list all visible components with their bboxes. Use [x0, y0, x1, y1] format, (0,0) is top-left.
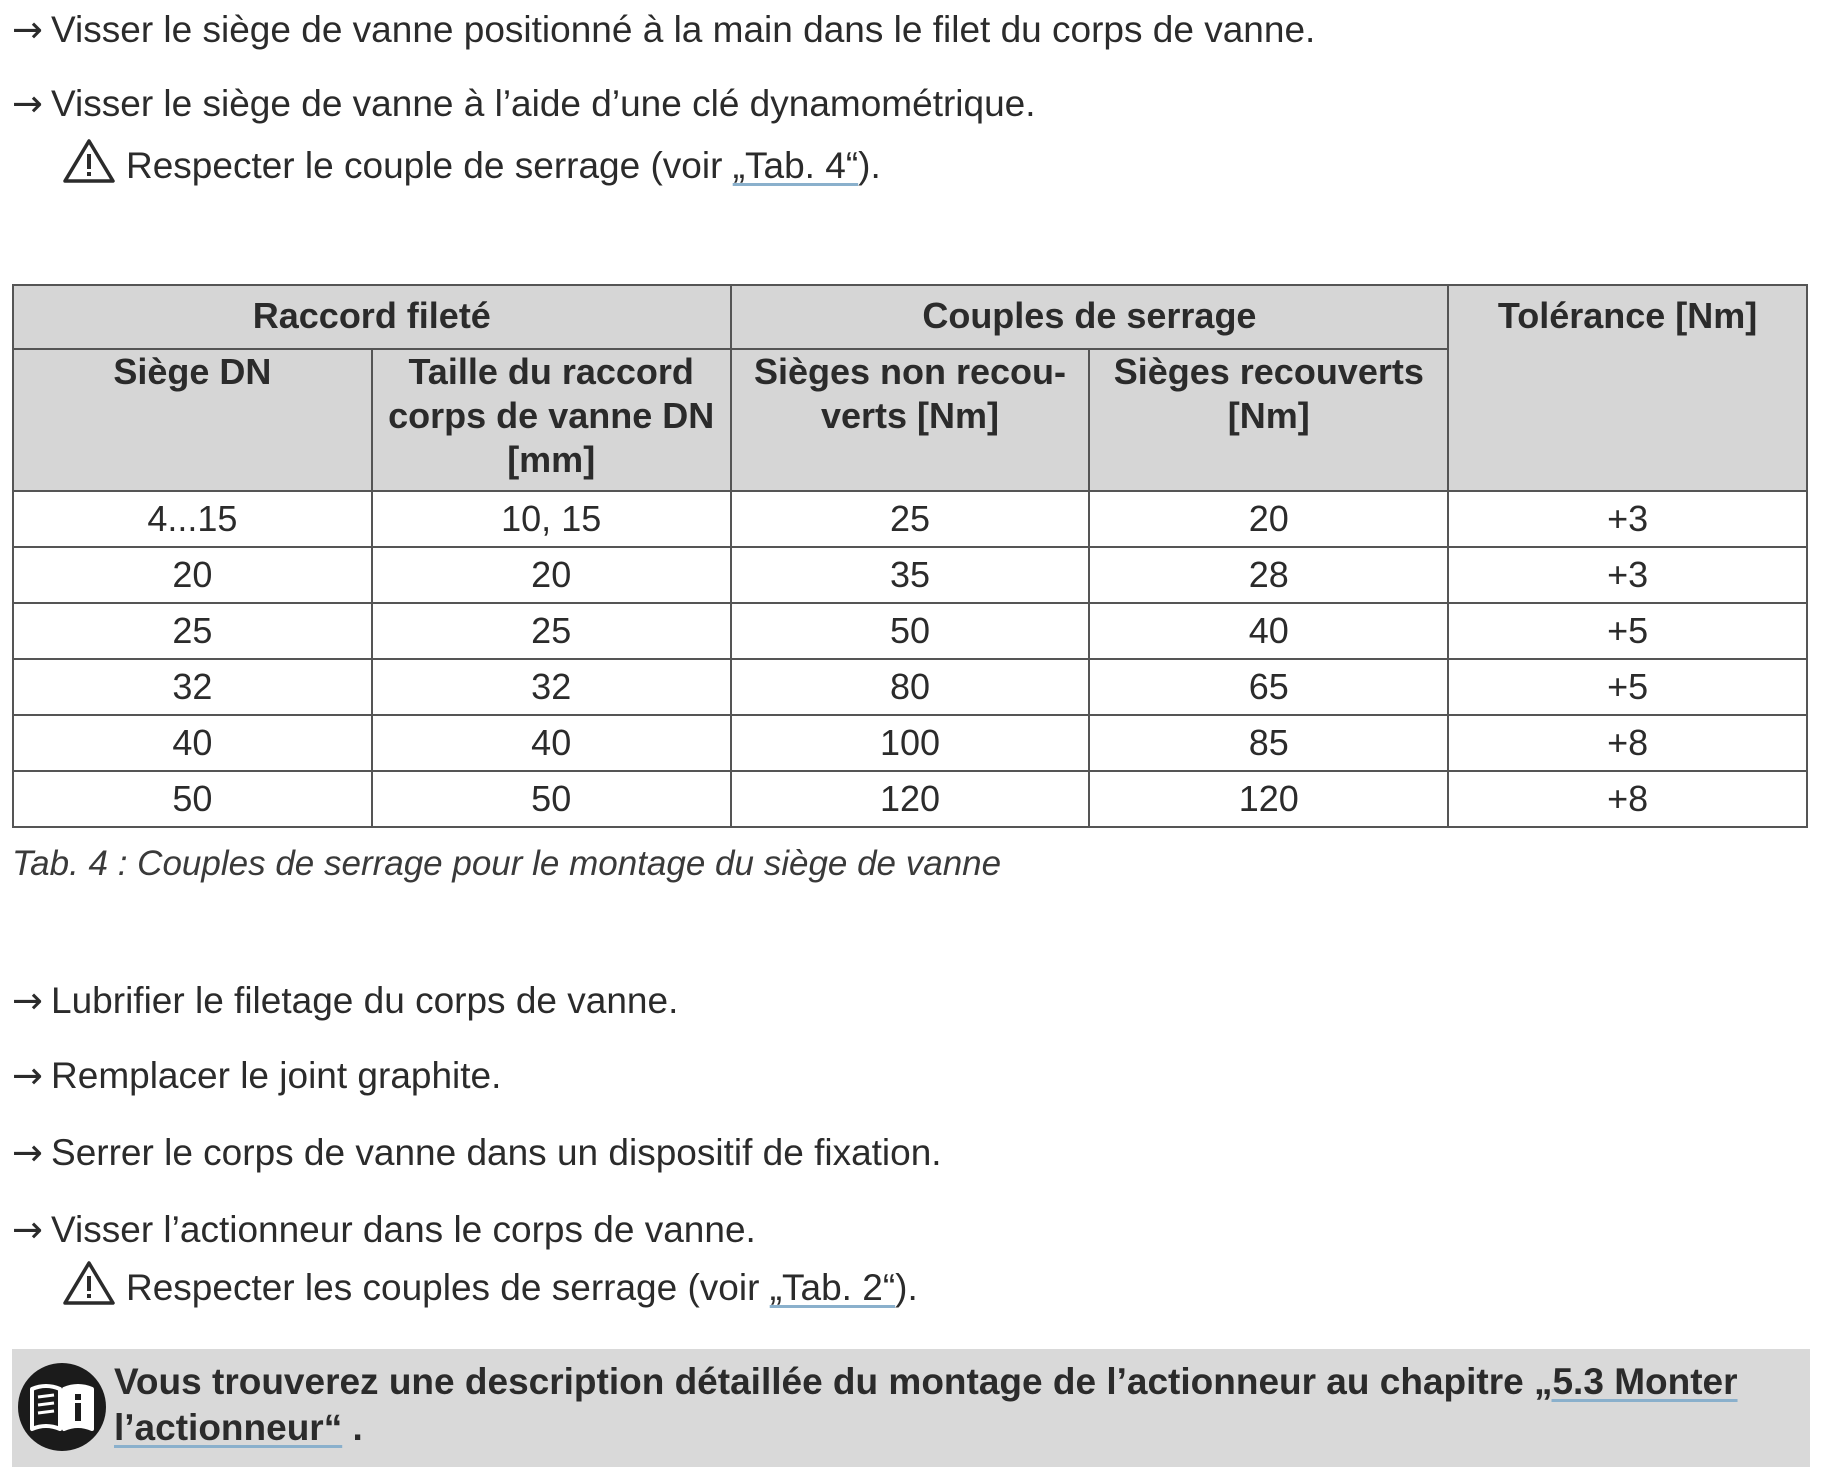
- table-caption: Tab. 4 : Couples de serrage pour le montage du siège de vanne: [12, 844, 1002, 883]
- arrow-right-icon: →: [12, 1054, 44, 1097]
- table-cell: 32: [372, 659, 731, 715]
- table-cell: +5: [1448, 603, 1807, 659]
- arrow-right-icon: →: [12, 8, 44, 51]
- group-header-threaded-connection: Raccord fileté: [13, 285, 731, 349]
- step-text: Serrer le corps de vanne dans un dispositif de fixation.: [51, 1132, 942, 1173]
- step-item: [12, 8, 1315, 52]
- table-row: [13, 547, 1807, 603]
- table-cell: 85: [1089, 715, 1448, 771]
- table-cell: +8: [1448, 715, 1807, 771]
- table-row: [13, 603, 1807, 659]
- warning-note: [62, 1260, 918, 1310]
- warning-text: Respecter les couples de serrage (voir: [126, 1267, 770, 1308]
- arrow-right-icon: →: [12, 979, 44, 1022]
- table-cell: 20: [1089, 491, 1448, 547]
- table-cell: 4...15: [13, 491, 372, 547]
- info-note-text: [114, 1359, 1794, 1451]
- table-cell: 65: [1089, 659, 1448, 715]
- step-item: [12, 1131, 942, 1175]
- table-cell: 20: [13, 547, 372, 603]
- table-reference-link[interactable]: „Tab. 4“: [732, 145, 859, 186]
- step-text: Visser le siège de vanne à l’aide d’une clé dynamométrique.: [51, 83, 1036, 124]
- table-cell: 50: [13, 771, 372, 827]
- table-cell: 120: [1089, 771, 1448, 827]
- arrow-right-icon: →: [12, 1208, 44, 1251]
- column-header-tolerance: Tolérance [Nm]: [1448, 285, 1807, 491]
- warning-triangle-icon: [62, 1260, 116, 1306]
- group-header-torques: Couples de serrage: [731, 285, 1449, 349]
- table-row: [13, 491, 1807, 547]
- chapter-reference-link[interactable]: „5.3 Monter l’actionneur“: [114, 1361, 1738, 1448]
- table-cell: 40: [372, 715, 731, 771]
- warning-triangle-icon: [62, 138, 116, 184]
- warning-text-end: ).: [895, 1267, 918, 1308]
- step-text: Visser l’actionneur dans le corps de vanne.: [51, 1209, 756, 1250]
- table-cell: +5: [1448, 659, 1807, 715]
- table-row: [13, 771, 1807, 827]
- torque-table: [12, 284, 1808, 828]
- table-cell: 25: [731, 491, 1090, 547]
- manual-info-icon: [16, 1359, 108, 1455]
- table-cell: 35: [731, 547, 1090, 603]
- table-cell: 80: [731, 659, 1090, 715]
- table-cell: 25: [372, 603, 731, 659]
- table-cell: 28: [1089, 547, 1448, 603]
- table-cell: 100: [731, 715, 1090, 771]
- warning-text-end: ).: [858, 145, 881, 186]
- table-cell: 120: [731, 771, 1090, 827]
- table-cell: +3: [1448, 491, 1807, 547]
- arrow-right-icon: →: [12, 1131, 44, 1174]
- step-text: Remplacer le joint graphite.: [51, 1055, 502, 1096]
- step-item: [12, 1208, 756, 1252]
- column-header-uncovered-seats: Sièges non recou-verts [Nm]: [731, 349, 1090, 491]
- table-cell: 20: [372, 547, 731, 603]
- warning-text: Respecter le couple de serrage (voir: [126, 145, 733, 186]
- column-header-connection-size: Taille du raccord corps de vanne DN [mm]: [372, 349, 731, 491]
- step-item: [12, 82, 1036, 126]
- step-text: Visser le siège de vanne positionné à la main dans le filet du corps de vanne.: [51, 9, 1316, 50]
- step-item: [12, 1054, 501, 1098]
- table-row: [13, 659, 1807, 715]
- arrow-right-icon: →: [12, 82, 44, 125]
- column-header-seat-dn: Siège DN: [13, 349, 372, 491]
- step-text: Lubrifier le filetage du corps de vanne.: [51, 980, 679, 1021]
- table-cell: 25: [13, 603, 372, 659]
- table-cell: +3: [1448, 547, 1807, 603]
- info-note-box: [12, 1349, 1810, 1467]
- warning-note: [62, 138, 881, 188]
- table-cell: 32: [13, 659, 372, 715]
- info-note-prefix: Vous trouverez une description détaillée du montage de l’actionneur au chapitre: [114, 1361, 1534, 1402]
- table-cell: 40: [1089, 603, 1448, 659]
- table-cell: +8: [1448, 771, 1807, 827]
- table-cell: 50: [372, 771, 731, 827]
- table-cell: 50: [731, 603, 1090, 659]
- table-cell: 10, 15: [372, 491, 731, 547]
- table-cell: 40: [13, 715, 372, 771]
- info-note-suffix: .: [342, 1407, 363, 1448]
- table-row: [13, 715, 1807, 771]
- table-reference-link[interactable]: „Tab. 2“: [769, 1267, 896, 1308]
- step-item: [12, 979, 678, 1023]
- column-header-covered-seats: Sièges recouverts [Nm]: [1089, 349, 1448, 491]
